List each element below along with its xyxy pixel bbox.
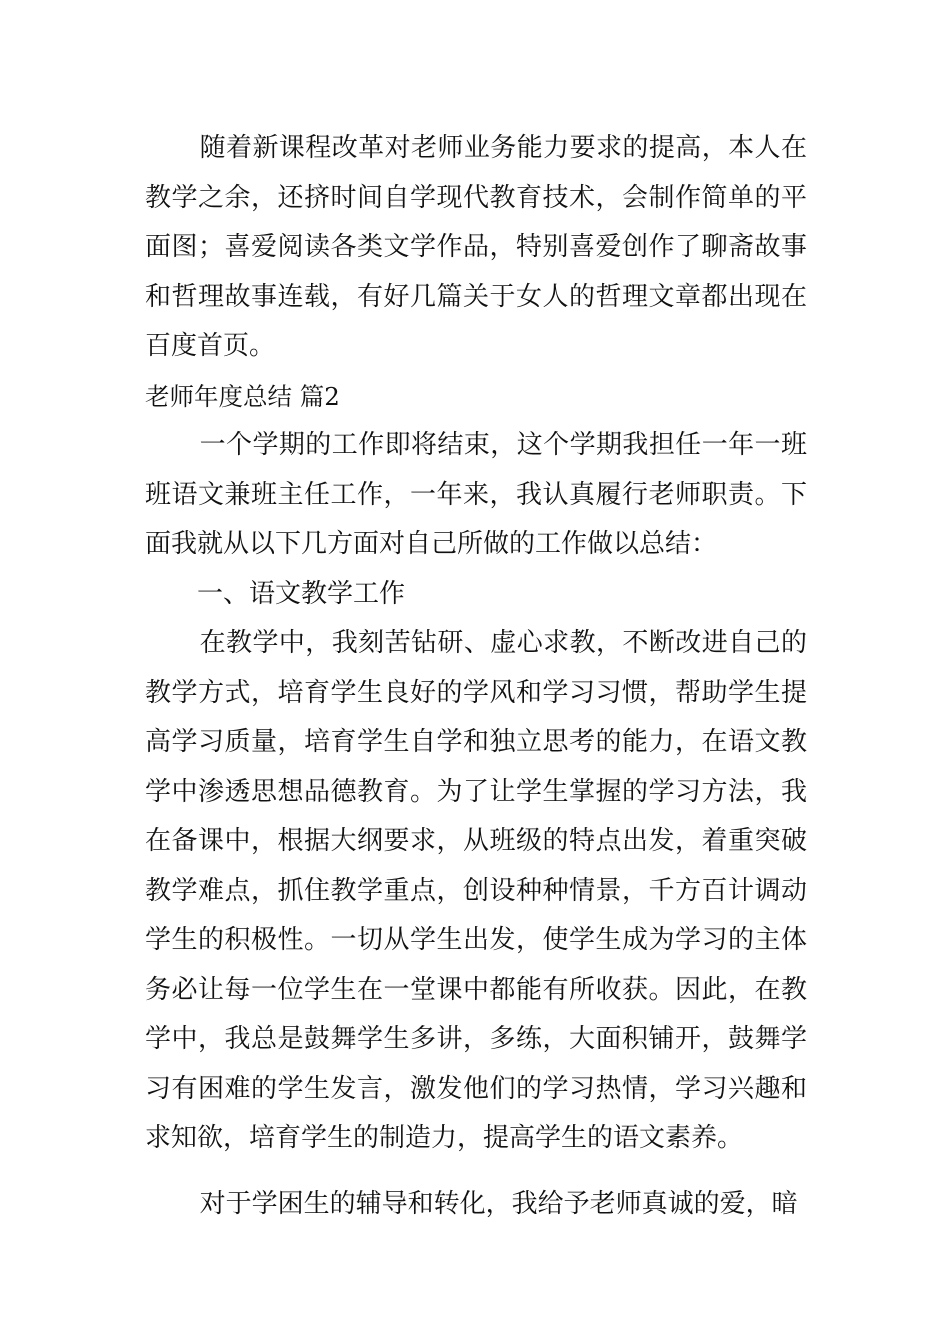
paragraph-self-study: 随着新课程改革对老师业务能力要求的提高，本人在教学之余，还挤时间自学现代教育技术，会制作简单的平面图；喜爱阅读各类文学作品，特别喜爱创作了聊斋故事和哲理故事连载，有好几篇关于女人的哲理文章都出现在百度首页。 <box>145 133 807 361</box>
paragraph-struggling-students: 对于学困生的辅导和转化，我给予老师真诚的爱，暗 <box>199 1188 798 1219</box>
document-page <box>145 124 807 1229</box>
paragraph-intro: 一个学期的工作即将结束，这个学期我担任一年一班班语文兼班主任工作，一年来，我认真履行老师职责。下面我就从以下几方面对自己所做的工作做以总结： <box>145 430 807 559</box>
paragraph-teaching-methods: 在教学中，我刻苦钻研、虚心求教，不断改进自己的教学方式，培育学生良好的学风和学习习惯，帮助学生提高学习质量，培育学生自学和独立思考的能力，在语文教学中渗透思想品德教育。为了让学生掌握的学习方法，我在备课中，根据大纲要求，从班级的特点出发，着重突破教学难点，抓住教学重点，创设种种情景，千方百计调动学生的积极性。一切从学生出发，使学生成为学习的主体务必让每一位学生在一堂课中都能有所收获。因此，在教学中，我总是鼓舞学生多讲，多练，大面积铺开，鼓舞学习有困难的学生发言，激发他们的学习热情，学习兴趣和求知欲，培育学生的制造力，提高学生的语文素养。 <box>145 628 807 1153</box>
section-title: 老师年度总结 篇2 <box>145 381 340 411</box>
subheading-chinese-teaching: 一、语文教学工作 <box>197 578 406 609</box>
